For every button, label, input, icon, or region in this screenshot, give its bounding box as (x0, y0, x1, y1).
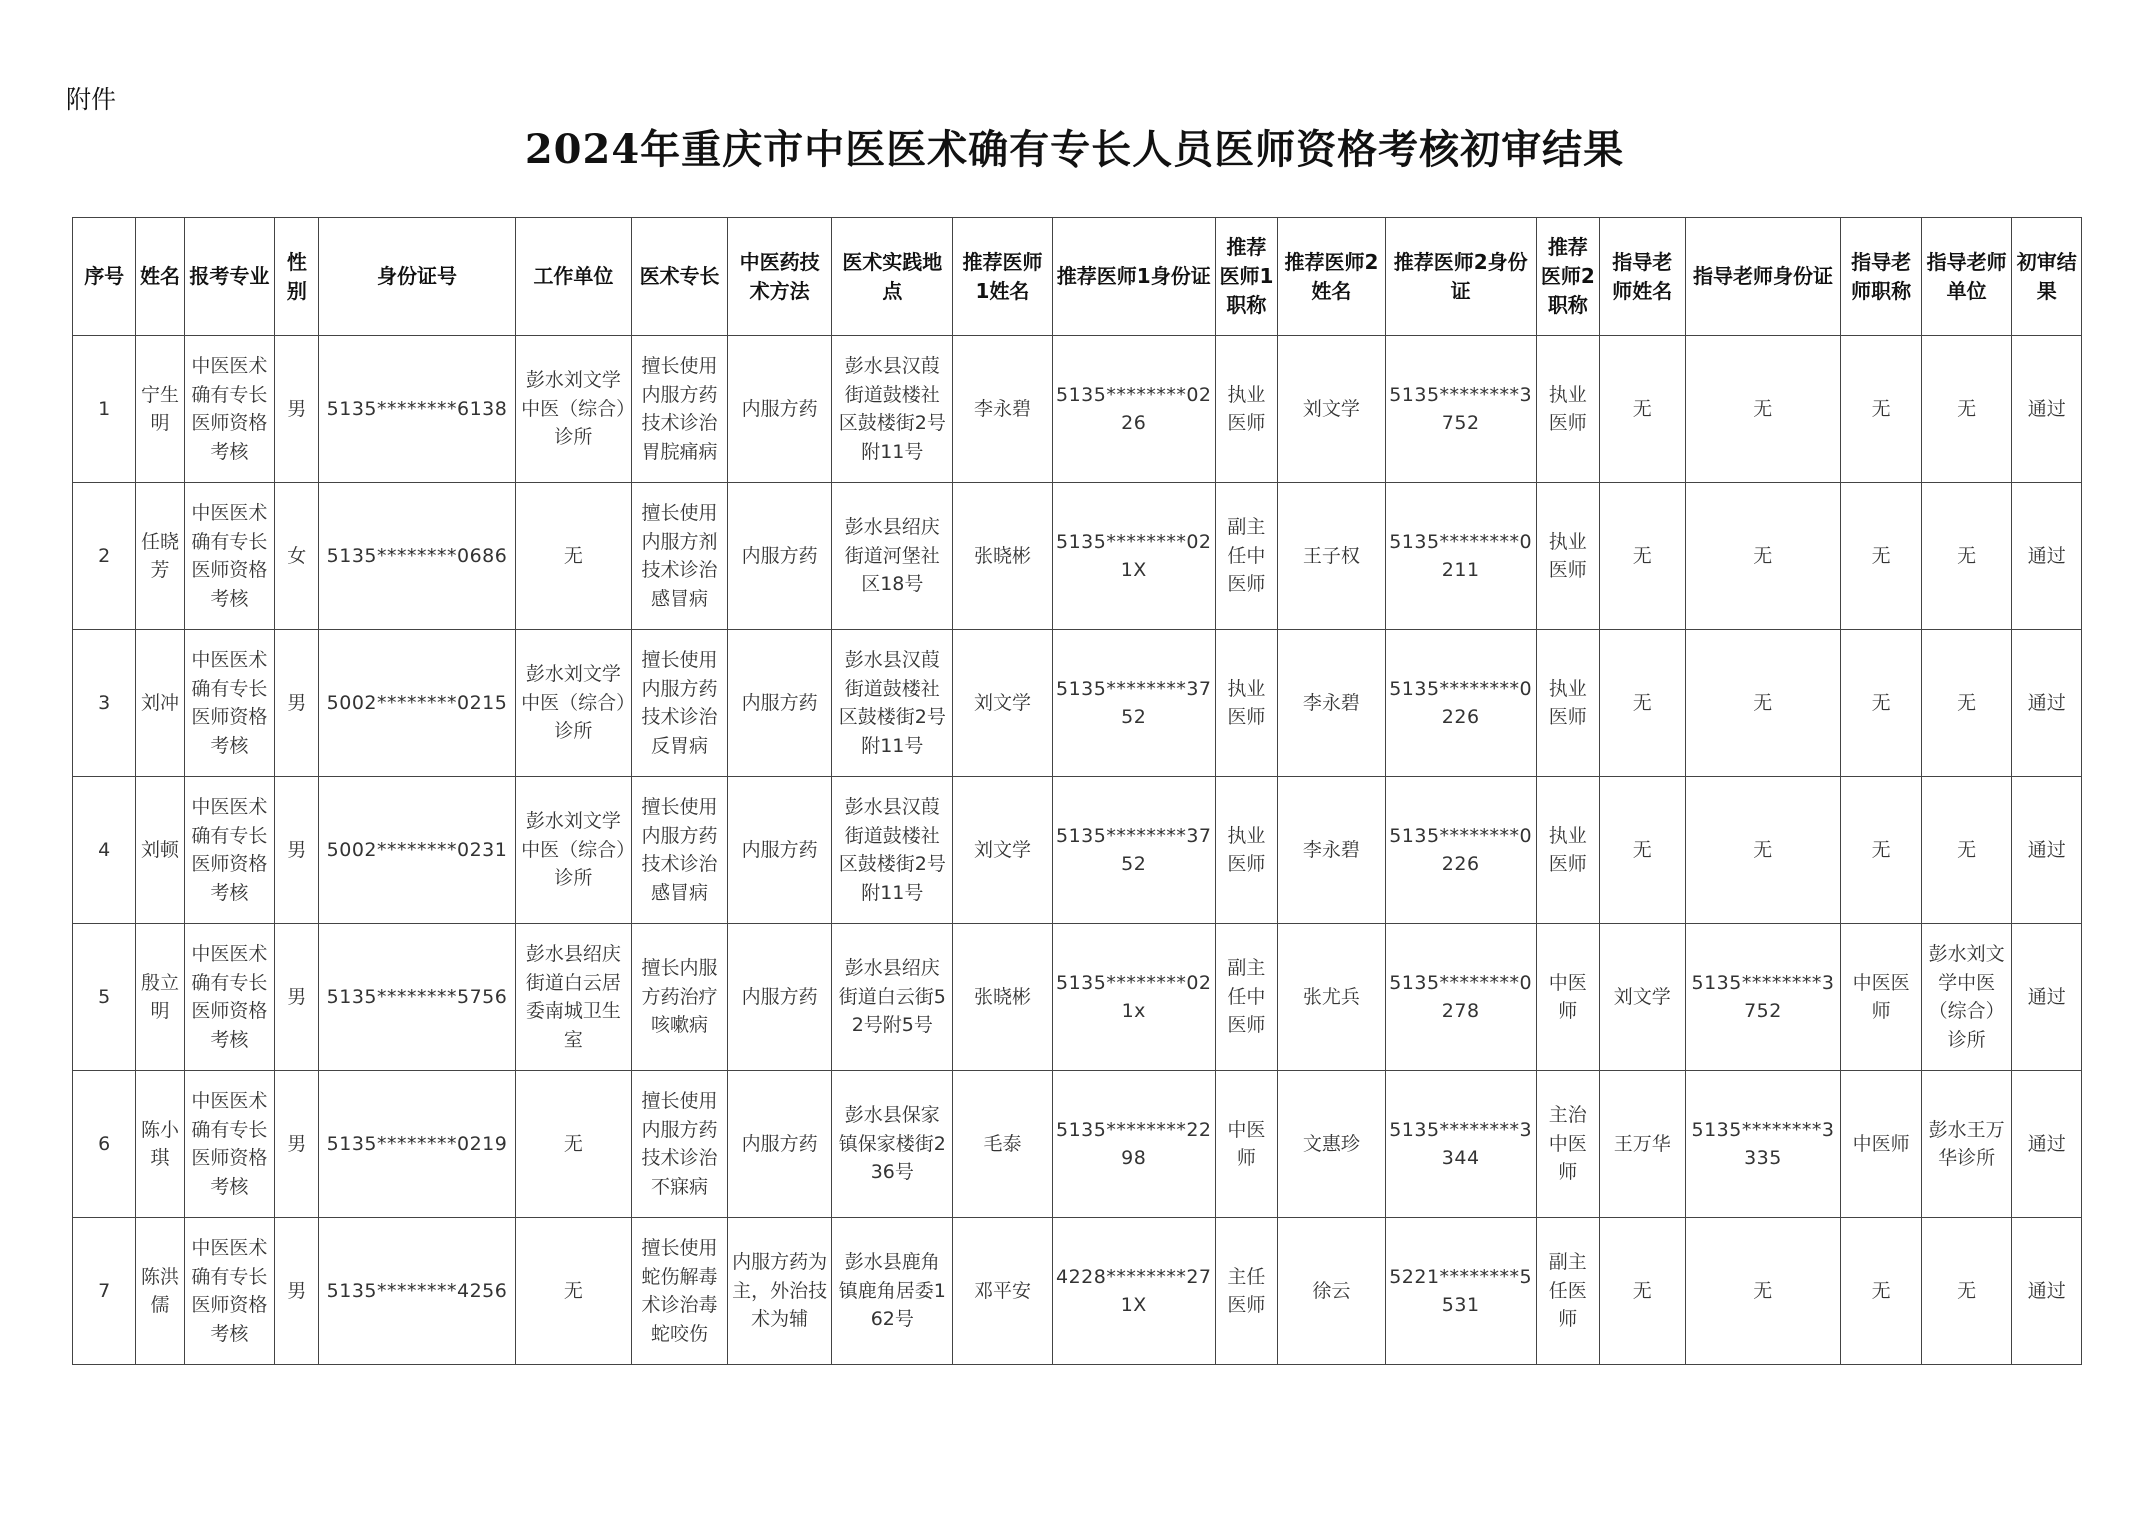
cell-result: 通过 (2012, 336, 2082, 483)
cell-practice-location: 彭水县绍庆街道白云街52号附5号 (832, 924, 953, 1071)
cell-ref2-id: 5135********0226 (1385, 777, 1536, 924)
cell-name: 殷立明 (136, 924, 184, 1071)
cell-tcm-method: 内服方药 (727, 1071, 832, 1218)
attachment-label: 附件 (66, 85, 117, 114)
cell-practice-location: 彭水县绍庆街道河堡社区18号 (832, 483, 953, 630)
cell-mentor-unit: 彭水王万华诊所 (1921, 1071, 2012, 1218)
cell-result: 通过 (2012, 483, 2082, 630)
cell-result: 通过 (2012, 924, 2082, 1071)
cell-id-number: 5135********4256 (319, 1218, 515, 1365)
cell-ref2-name: 李永碧 (1278, 630, 1386, 777)
cell-id-number: 5002********0231 (319, 777, 515, 924)
col-header-seq: 序号 (73, 218, 136, 336)
cell-expertise: 擅长使用内服方剂技术诊治感冒病 (632, 483, 728, 630)
cell-name: 刘冲 (136, 630, 184, 777)
cell-mentor-name: 无 (1600, 630, 1686, 777)
cell-ref1-name: 邓平安 (953, 1218, 1053, 1365)
cell-ref2-name: 张尤兵 (1278, 924, 1386, 1071)
cell-expertise: 擅长使用内服方药技术诊治不寐病 (632, 1071, 728, 1218)
cell-mentor-id: 无 (1685, 630, 1841, 777)
cell-id-number: 5135********5756 (319, 924, 515, 1071)
cell-mentor-id: 无 (1685, 1218, 1841, 1365)
cell-ref1-name: 刘文学 (953, 777, 1053, 924)
cell-expertise: 擅长内服方药治疗咳嗽病 (632, 924, 728, 1071)
col-header-result: 初审结果 (2012, 218, 2082, 336)
col-header-ref2-id: 推荐医师2身份证 (1385, 218, 1536, 336)
cell-specialty: 中医医术确有专长医师资格考核 (184, 1071, 275, 1218)
cell-tcm-method: 内服方药 (727, 336, 832, 483)
cell-name: 陈小琪 (136, 1071, 184, 1218)
cell-mentor-title: 无 (1841, 336, 1921, 483)
cell-mentor-id: 无 (1685, 336, 1841, 483)
col-header-workplace: 工作单位 (515, 218, 632, 336)
cell-tcm-method: 内服方药 (727, 630, 832, 777)
cell-seq: 7 (73, 1218, 136, 1365)
col-header-practice-location: 医术实践地点 (832, 218, 953, 336)
table-row (73, 483, 2082, 630)
col-header-specialty: 报考专业 (184, 218, 275, 336)
cell-mentor-title: 无 (1841, 777, 1921, 924)
cell-mentor-id: 无 (1685, 483, 1841, 630)
cell-mentor-id: 5135********3335 (1685, 1071, 1841, 1218)
cell-name: 刘顿 (136, 777, 184, 924)
cell-practice-location: 彭水县鹿角镇鹿角居委162号 (832, 1218, 953, 1365)
cell-ref2-id: 5135********3344 (1385, 1071, 1536, 1218)
cell-ref2-title: 执业医师 (1536, 483, 1599, 630)
cell-mentor-unit: 彭水刘文学中医（综合）诊所 (1921, 924, 2012, 1071)
table-header-row (73, 218, 2082, 336)
col-header-mentor-unit: 指导老师单位 (1921, 218, 2012, 336)
cell-ref1-id: 5135********0226 (1052, 336, 1215, 483)
cell-ref1-id: 5135********021X (1052, 483, 1215, 630)
cell-ref2-name: 文惠珍 (1278, 1071, 1386, 1218)
cell-gender: 男 (275, 777, 319, 924)
cell-practice-location: 彭水县汉葭街道鼓楼社区鼓楼街2号附11号 (832, 336, 953, 483)
cell-mentor-title: 无 (1841, 630, 1921, 777)
cell-tcm-method: 内服方药 (727, 777, 832, 924)
cell-gender: 男 (275, 630, 319, 777)
col-header-tcm-method: 中医药技术方法 (727, 218, 832, 336)
cell-ref2-name: 徐云 (1278, 1218, 1386, 1365)
cell-mentor-unit: 无 (1921, 1218, 2012, 1365)
cell-ref1-id: 4228********271X (1052, 1218, 1215, 1365)
cell-ref2-id: 5135********0211 (1385, 483, 1536, 630)
cell-mentor-name: 无 (1600, 336, 1686, 483)
cell-workplace: 无 (515, 1071, 632, 1218)
cell-ref1-name: 张晓彬 (953, 924, 1053, 1071)
cell-ref2-name: 刘文学 (1278, 336, 1386, 483)
cell-mentor-title: 无 (1841, 483, 1921, 630)
cell-tcm-method: 内服方药 (727, 924, 832, 1071)
cell-mentor-unit: 无 (1921, 336, 2012, 483)
cell-expertise: 擅长使用内服方药技术诊治反胃病 (632, 630, 728, 777)
cell-specialty: 中医医术确有专长医师资格考核 (184, 630, 275, 777)
cell-workplace: 无 (515, 483, 632, 630)
col-header-ref1-id: 推荐医师1身份证 (1052, 218, 1215, 336)
document-title: 2024年重庆市中医医术确有专长人员医师资格考核初审结果 (524, 126, 1625, 173)
table-row (73, 924, 2082, 1071)
cell-seq: 1 (73, 336, 136, 483)
table-row (73, 777, 2082, 924)
cell-specialty: 中医医术确有专长医师资格考核 (184, 924, 275, 1071)
cell-tcm-method: 内服方药为主，外治技术为辅 (727, 1218, 832, 1365)
cell-specialty: 中医医术确有专长医师资格考核 (184, 336, 275, 483)
cell-mentor-id: 无 (1685, 777, 1841, 924)
cell-result: 通过 (2012, 630, 2082, 777)
cell-ref1-name: 毛泰 (953, 1071, 1053, 1218)
cell-gender: 男 (275, 1071, 319, 1218)
col-header-ref1-title: 推荐医师1职称 (1215, 218, 1277, 336)
col-header-ref2-title: 推荐医师2职称 (1536, 218, 1599, 336)
table-row (73, 336, 2082, 483)
cell-seq: 6 (73, 1071, 136, 1218)
cell-expertise: 擅长使用内服方药技术诊治感冒病 (632, 777, 728, 924)
cell-seq: 2 (73, 483, 136, 630)
cell-ref1-id: 5135********2298 (1052, 1071, 1215, 1218)
cell-ref2-title: 副主任医师 (1536, 1218, 1599, 1365)
cell-ref1-title: 主任医师 (1215, 1218, 1277, 1365)
cell-mentor-title: 中医师 (1841, 1071, 1921, 1218)
table-row (73, 630, 2082, 777)
cell-ref2-title: 执业医师 (1536, 336, 1599, 483)
cell-id-number: 5135********0686 (319, 483, 515, 630)
cell-mentor-name: 无 (1600, 483, 1686, 630)
cell-mentor-title: 无 (1841, 1218, 1921, 1365)
cell-ref1-name: 李永碧 (953, 336, 1053, 483)
cell-ref2-title: 中医师 (1536, 924, 1599, 1071)
cell-ref2-title: 执业医师 (1536, 630, 1599, 777)
cell-result: 通过 (2012, 1218, 2082, 1365)
col-header-mentor-id: 指导老师身份证 (1685, 218, 1841, 336)
cell-practice-location: 彭水县汉葭街道鼓楼社区鼓楼街2号附11号 (832, 630, 953, 777)
col-header-id-number: 身份证号 (319, 218, 515, 336)
cell-ref2-name: 王子权 (1278, 483, 1386, 630)
cell-result: 通过 (2012, 777, 2082, 924)
col-header-expertise: 医术专长 (632, 218, 728, 336)
table-row (73, 1071, 2082, 1218)
col-header-mentor-title: 指导老师职称 (1841, 218, 1921, 336)
cell-specialty: 中医医术确有专长医师资格考核 (184, 1218, 275, 1365)
cell-mentor-unit: 无 (1921, 483, 2012, 630)
cell-gender: 男 (275, 336, 319, 483)
cell-ref1-id: 5135********3752 (1052, 630, 1215, 777)
cell-mentor-title: 中医医师 (1841, 924, 1921, 1071)
cell-workplace: 无 (515, 1218, 632, 1365)
cell-mentor-name: 无 (1600, 1218, 1686, 1365)
cell-gender: 女 (275, 483, 319, 630)
col-header-gender: 性别 (275, 218, 319, 336)
cell-practice-location: 彭水县保家镇保家楼街236号 (832, 1071, 953, 1218)
cell-ref2-name: 李永碧 (1278, 777, 1386, 924)
cell-ref2-title: 主治中医师 (1536, 1071, 1599, 1218)
cell-ref1-title: 中医师 (1215, 1071, 1277, 1218)
cell-ref2-id: 5135********0278 (1385, 924, 1536, 1071)
col-header-ref1-name: 推荐医师1姓名 (953, 218, 1053, 336)
cell-ref1-title: 副主任中医师 (1215, 924, 1277, 1071)
cell-mentor-name: 无 (1600, 777, 1686, 924)
cell-name: 宁生明 (136, 336, 184, 483)
cell-ref1-id: 5135********3752 (1052, 777, 1215, 924)
cell-workplace: 彭水刘文学中医（综合）诊所 (515, 630, 632, 777)
cell-gender: 男 (275, 1218, 319, 1365)
cell-workplace: 彭水刘文学中医（综合）诊所 (515, 336, 632, 483)
col-header-mentor-name: 指导老师姓名 (1600, 218, 1686, 336)
cell-mentor-name: 王万华 (1600, 1071, 1686, 1218)
cell-mentor-name: 刘文学 (1600, 924, 1686, 1071)
col-header-name: 姓名 (136, 218, 184, 336)
cell-tcm-method: 内服方药 (727, 483, 832, 630)
cell-seq: 4 (73, 777, 136, 924)
cell-expertise: 擅长使用蛇伤解毒术诊治毒蛇咬伤 (632, 1218, 728, 1365)
cell-ref2-id: 5221********5531 (1385, 1218, 1536, 1365)
cell-name: 任晓芳 (136, 483, 184, 630)
cell-ref1-name: 张晓彬 (953, 483, 1053, 630)
cell-ref1-title: 执业医师 (1215, 630, 1277, 777)
cell-ref2-title: 执业医师 (1536, 777, 1599, 924)
cell-gender: 男 (275, 924, 319, 1071)
cell-mentor-id: 5135********3752 (1685, 924, 1841, 1071)
cell-specialty: 中医医术确有专长医师资格考核 (184, 483, 275, 630)
cell-ref1-title: 执业医师 (1215, 336, 1277, 483)
cell-ref1-name: 刘文学 (953, 630, 1053, 777)
col-header-ref2-name: 推荐医师2姓名 (1278, 218, 1386, 336)
cell-mentor-unit: 无 (1921, 777, 2012, 924)
results-table (72, 217, 2082, 1365)
cell-id-number: 5135********6138 (319, 336, 515, 483)
cell-ref1-id: 5135********021x (1052, 924, 1215, 1071)
cell-seq: 3 (73, 630, 136, 777)
cell-id-number: 5002********0215 (319, 630, 515, 777)
table-row (73, 1218, 2082, 1365)
cell-specialty: 中医医术确有专长医师资格考核 (184, 777, 275, 924)
cell-ref2-id: 5135********0226 (1385, 630, 1536, 777)
cell-id-number: 5135********0219 (319, 1071, 515, 1218)
cell-workplace: 彭水县绍庆街道白云居委南城卫生室 (515, 924, 632, 1071)
cell-practice-location: 彭水县汉葭街道鼓楼社区鼓楼街2号附11号 (832, 777, 953, 924)
cell-mentor-unit: 无 (1921, 630, 2012, 777)
cell-ref1-title: 副主任中医师 (1215, 483, 1277, 630)
cell-seq: 5 (73, 924, 136, 1071)
cell-name: 陈洪儒 (136, 1218, 184, 1365)
cell-expertise: 擅长使用内服方药技术诊治胃脘痛病 (632, 336, 728, 483)
cell-ref1-title: 执业医师 (1215, 777, 1277, 924)
cell-workplace: 彭水刘文学中医（综合）诊所 (515, 777, 632, 924)
cell-result: 通过 (2012, 1071, 2082, 1218)
cell-ref2-id: 5135********3752 (1385, 336, 1536, 483)
